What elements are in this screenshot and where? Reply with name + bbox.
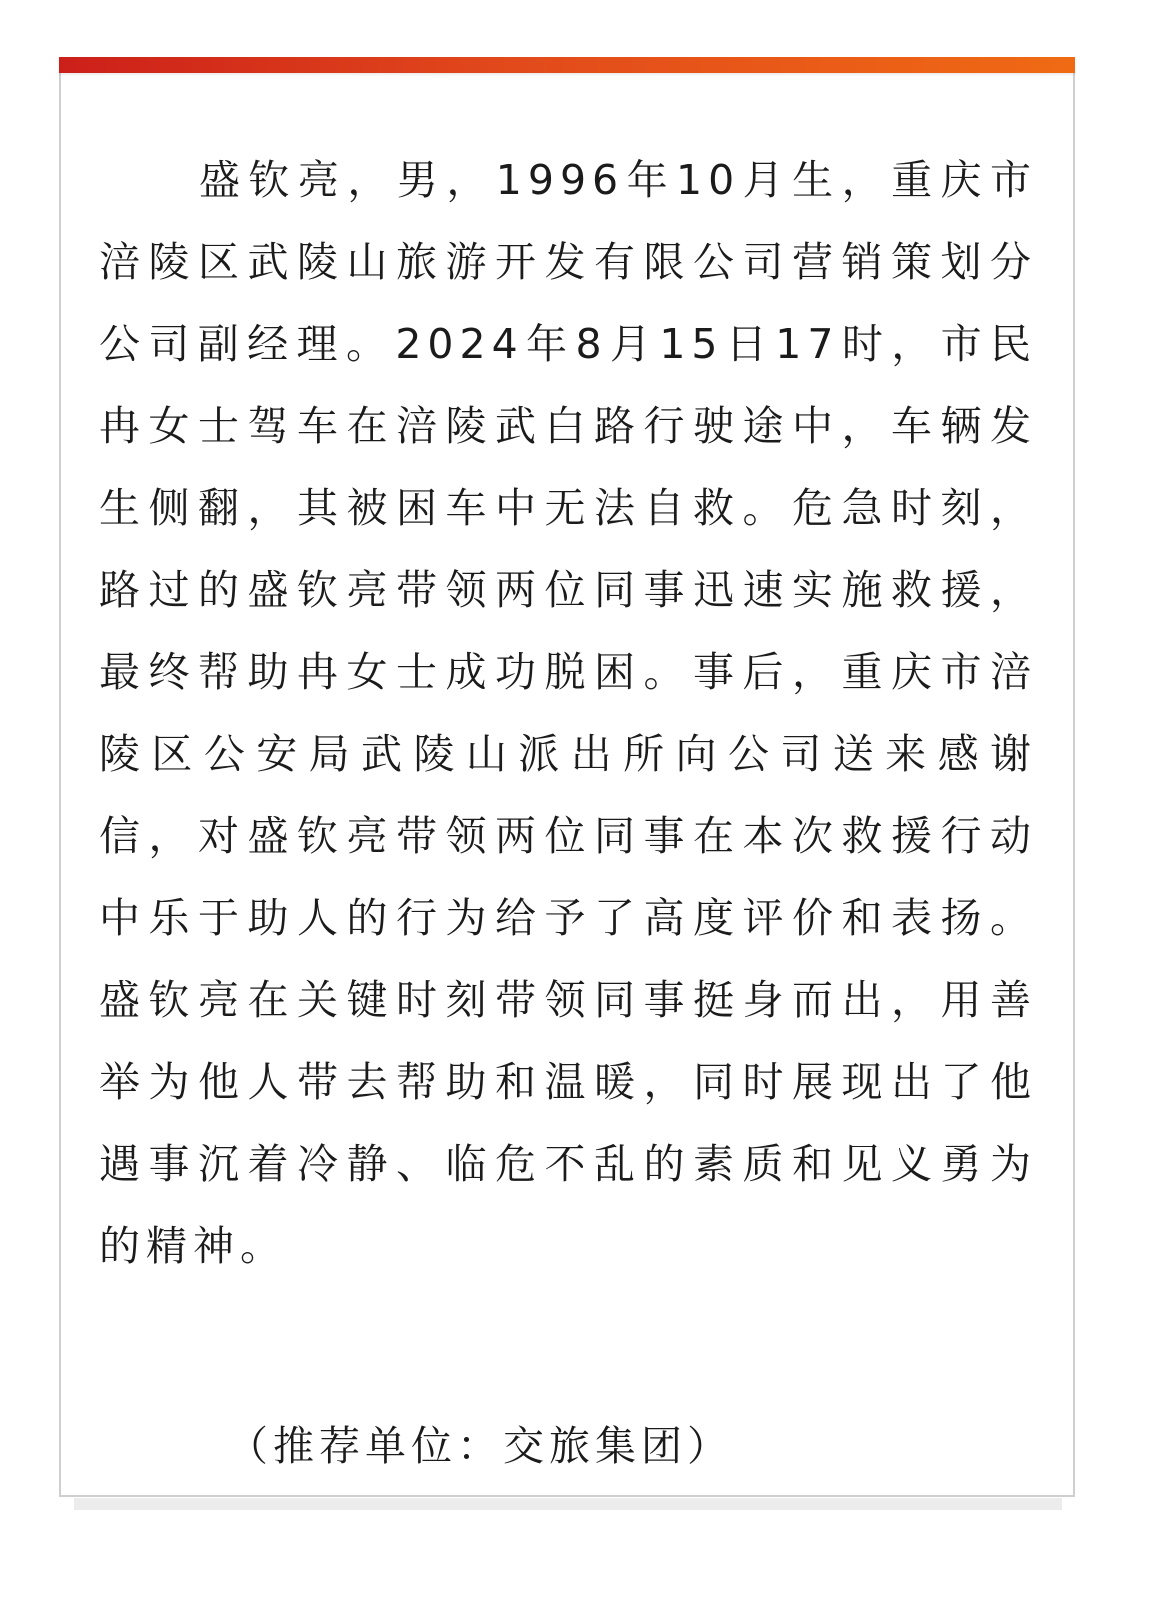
recommender-note: （推荐单位：交旅集团）	[227, 1422, 733, 1470]
article-card	[59, 57, 1075, 1497]
accent-bar	[59, 57, 1075, 73]
card-shadow	[74, 1498, 1062, 1510]
article-body: 盛钦亮，男，1996年10月生，重庆市涪陵区武陵山旅游开发有限公司营销策划分公司副经理。2024年8月15日17时，市民冉女士驾车在涪陵武白路行驶途中，车辆发生侧翻，其被困车中无法自救。危急时刻，路过的盛钦亮带领两位同事迅速实施救援，最终帮助冉女士成功脱困。事后，重庆市涪陵区公安局武陵山派出所向公司送来感谢信，对盛钦亮带领两位同事在本次救援行动中乐于助人的行为给予了高度评价和表扬。盛钦亮在关键时刻带领同事挺身而出，用善举为他人带去帮助和温暖，同时展现出了他遇事沉着冷静、临危不乱的素质和见义勇为的精神。	[99, 156, 1037, 1270]
